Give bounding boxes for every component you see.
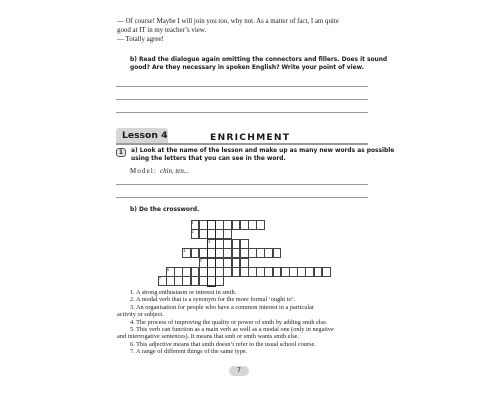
lesson-tab: Lesson 4 xyxy=(116,128,168,143)
dialogue-line-1a: — Of course! Maybe I will join you too, why not. As a matter of fact, I am quite xyxy=(117,18,339,25)
clue-6: 6. This adjective means that smth doesn’t refer to the usual school course. xyxy=(130,340,316,348)
crossword-row-number: 4 xyxy=(183,248,186,254)
dialogue-line-2: — Totally agree! xyxy=(117,36,164,43)
crossword-keyword-column xyxy=(207,220,217,287)
clue-5-continued: and interrogative sentences). It means that smb or smth wants smth else. xyxy=(117,333,300,341)
crossword-clues xyxy=(117,289,366,356)
crossword-cell xyxy=(215,276,224,286)
crossword-row-number: 3 xyxy=(208,238,211,244)
clue-7: 7. A range of different things of the same type. xyxy=(130,348,248,356)
clue-4: 4. The process of improving the quality or power of smth by adding smth else. xyxy=(130,318,328,326)
section-title: ENRICHMENT xyxy=(210,132,291,143)
crossword-cell xyxy=(273,248,282,258)
model-words: chin, ten... xyxy=(160,168,189,175)
crossword-row-number: 5 xyxy=(199,257,202,263)
crossword-cell xyxy=(322,267,331,277)
task-b-instruction-line-2: good? Are they necessary in spoken English? Write your point of view. xyxy=(130,65,364,71)
model-label: Model: xyxy=(130,168,158,175)
task-b-instruction-line-1: b) Read the dialogue again omitting the connectors and fillers. Does it sound xyxy=(130,57,388,63)
clue-3: 3. An organisation for people who have a common interest in a particular xyxy=(130,303,315,311)
clue-2: 2. A modal verb that is a synonym for the more formal ‘ought to’. xyxy=(130,296,296,304)
crossword-row-number: 6 xyxy=(167,267,170,272)
crossword-row-number: 1 xyxy=(191,220,194,225)
task-a-instruction-line-2: using the letters that you can see in the word. xyxy=(131,156,286,162)
task-a-instruction-line-1: a) Look at the name of the lesson and make up as many new words as possible xyxy=(131,148,395,154)
page-number: 7 xyxy=(229,366,249,376)
clue-5: 5. This verb can function as a main verb as well as a modal one (only in negative xyxy=(130,326,334,334)
clue-1: 1. A strong enthusiasm or interest in smth. xyxy=(130,289,237,296)
crossword-cell xyxy=(256,220,265,230)
crossword-instruction: b) Do the crossword. xyxy=(130,207,200,213)
crossword-row-number: 7 xyxy=(158,276,161,282)
clue-3-continued: activity or subject. xyxy=(117,311,164,319)
crossword-row-number: 2 xyxy=(191,229,194,235)
dialogue-line-1b: good at IT in my teacher’s view. xyxy=(117,27,207,34)
task-number-badge: 1 xyxy=(116,148,126,157)
